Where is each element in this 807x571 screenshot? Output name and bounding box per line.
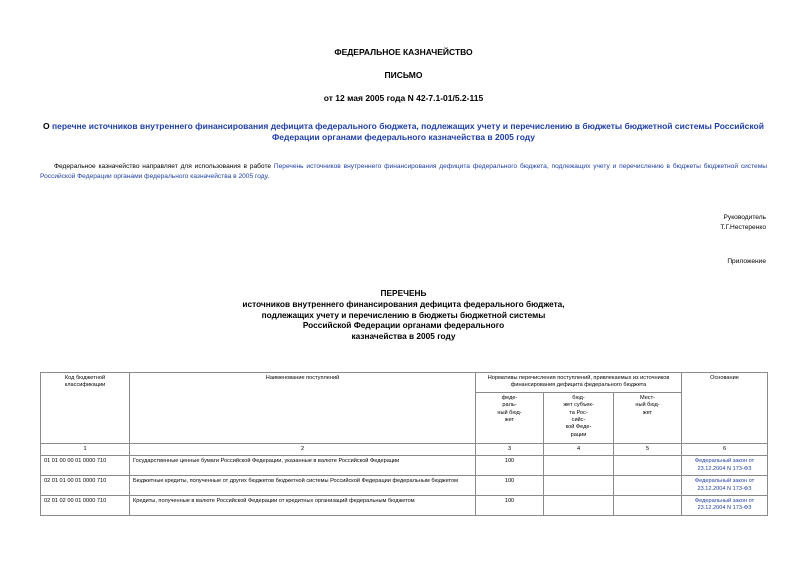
body-end: . [267, 173, 270, 180]
row-name: Кредиты, полученные в валюте Российской Федерации от кредитных организаций федеральным бюджетом [130, 496, 476, 516]
list-subtitle-line: казначейства в 2005 году [351, 331, 456, 342]
column-number: 2 [130, 444, 476, 456]
column-number: 3 [476, 444, 544, 456]
body-paragraph [40, 162, 767, 182]
signer-name: Т.Г.Нестеренко [720, 224, 766, 231]
document-subject [40, 121, 767, 143]
list-subtitle-line: подлежащих учету и перечислению в бюджеты бюджетной системы [261, 309, 546, 320]
header-subject: бюд- жет субъек- та Рос- сийс- кой Феде- рации [544, 392, 614, 443]
row-subject [544, 496, 614, 516]
row-subject [544, 456, 614, 476]
subject-link[interactable]: перечне источников внутреннего финансирования дефицита федерального бюджета, подлежащих учету и перечислению в бюджеты бюджетной системы Российской Федерации органами федерального казначейства в 2005 году [52, 121, 764, 142]
list-subtitle-line: источников внутреннего финансирования дефицита федерального бюджета, [242, 299, 565, 309]
row-basis-link[interactable]: Федеральный закон от 23.12.2004 N 173-ФЗ [682, 456, 768, 476]
header-norms: Нормативы перечисления поступлений, привлекаемых из источников финансирования дефицита федерального бюджета [476, 373, 682, 393]
row-basis-link[interactable]: Федеральный закон от 23.12.2004 N 173-ФЗ [682, 476, 768, 496]
row-federal: 100 [476, 456, 544, 476]
body-text: Федеральное казначейство направляет для использования в работе [54, 163, 274, 170]
column-number: 5 [614, 444, 682, 456]
header-federal: феде- раль- ный бюд- жет [476, 392, 544, 443]
table-row [41, 476, 768, 496]
signature-block [720, 213, 766, 233]
signer-title: Руководитель [723, 214, 766, 221]
document-date-number: от 12 мая 2005 года N 42-7.1-01/5.2-115 [323, 93, 484, 103]
row-local [614, 476, 682, 496]
column-number-row [41, 444, 768, 456]
column-number: 4 [544, 444, 614, 456]
header-name: Наименование поступлений [130, 373, 476, 444]
header-local: Мест- ный бюд- жет [614, 392, 682, 443]
row-local [614, 496, 682, 516]
row-federal: 100 [476, 476, 544, 496]
header-code: Код бюджетной классификации [41, 373, 130, 444]
list-title: ПЕРЕЧЕНЬ [380, 288, 427, 298]
row-basis-link[interactable]: Федеральный закон от 23.12.2004 N 173-ФЗ [682, 496, 768, 516]
row-subject [544, 476, 614, 496]
row-local [614, 456, 682, 476]
document-type: ПИСЬМО [384, 70, 423, 80]
sources-table [40, 372, 768, 516]
row-code: 02 01 01 00 01 0000 710 [41, 476, 130, 496]
column-number: 6 [682, 444, 768, 456]
row-name: Бюджетные кредиты, полученные от других бюджетов бюджетной системы Российской Федерации федеральным бюджетом [130, 476, 476, 496]
row-name: Государственные ценные бумаги Российской Федерации, указанные в валюте Российской Федерации [130, 456, 476, 476]
column-number: 1 [41, 444, 130, 456]
list-link[interactable]: Перечень источников внутреннего финансирования дефицита федерального бюджета, подлежащих учету и перечислению в бюджеты бюджетной системы Российской Федерации органами федерального казначейства в 2005 году [40, 163, 767, 180]
list-subtitle [0, 299, 807, 342]
row-code: 01 01 00 00 01 0000 710 [41, 456, 130, 476]
table-row [41, 496, 768, 516]
table-header-row [41, 373, 768, 393]
list-subtitle-line: Российской Федерации органами федерального [302, 320, 505, 331]
subject-prefix: О [43, 121, 52, 131]
appendix-label: Приложение [727, 258, 766, 265]
issuing-authority: ФЕДЕРАЛЬНОЕ КАЗНАЧЕЙСТВО [334, 47, 473, 57]
table-row [41, 456, 768, 476]
row-federal: 100 [476, 496, 544, 516]
header-basis: Основание [682, 373, 768, 444]
row-code: 02 01 02 00 01 0000 710 [41, 496, 130, 516]
